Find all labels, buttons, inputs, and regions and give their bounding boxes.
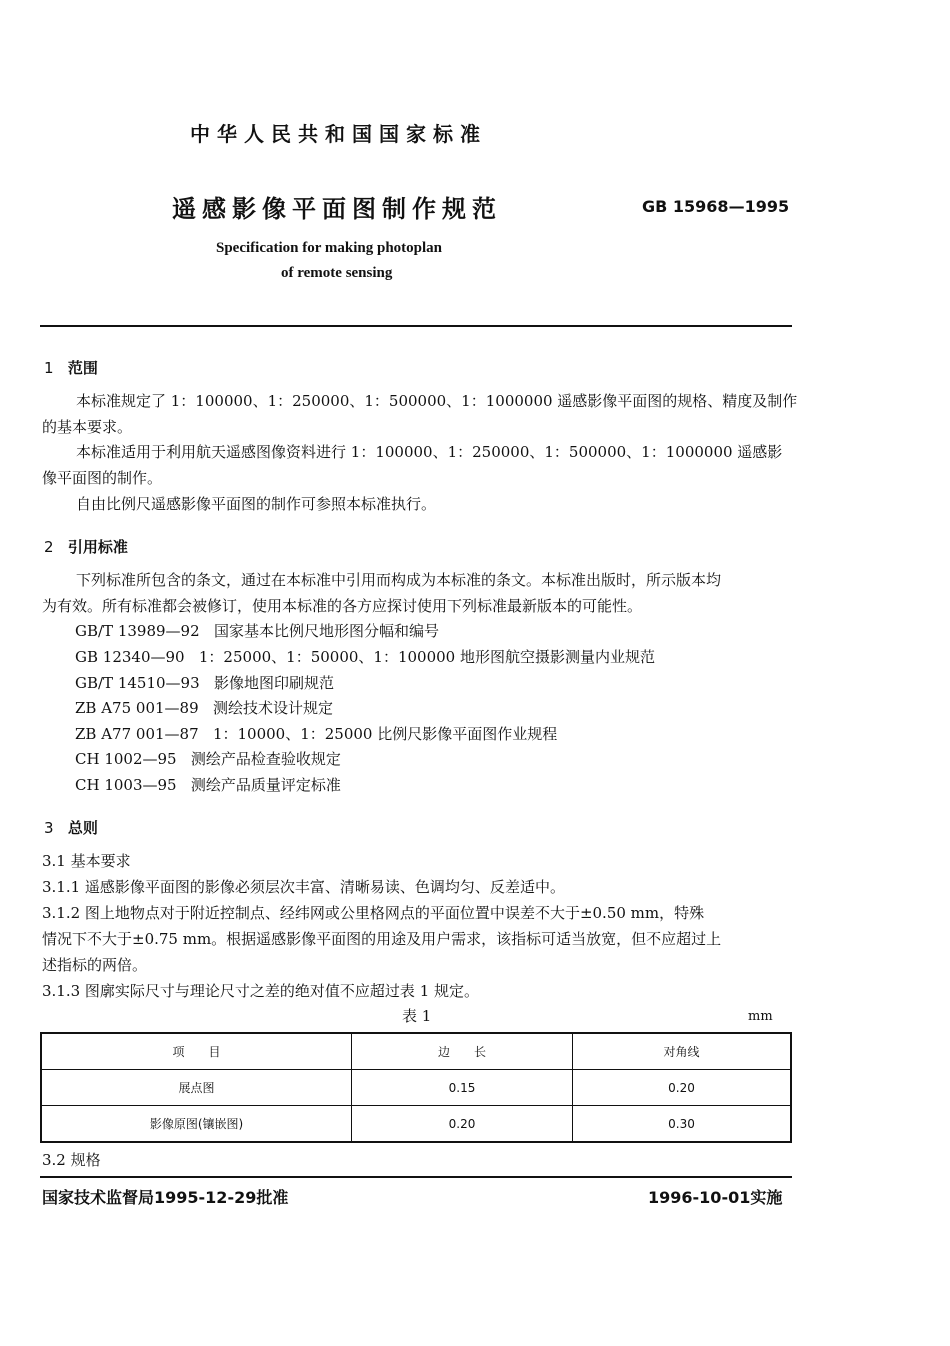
reference-item — [75, 701, 333, 716]
table-header-row — [41, 1033, 791, 1070]
section-1-p1-line2: 的基本要求。 — [42, 418, 133, 436]
table-cell: 0.20 — [573, 1070, 792, 1106]
table-row — [41, 1106, 791, 1143]
section-2-title: 引用标准 — [67, 538, 128, 556]
standard-type: 中华人民共和国国家标准 — [190, 122, 487, 146]
reference-code: ZB A77 001—87 — [75, 725, 199, 743]
section-3-heading — [44, 817, 98, 838]
reference-title: 影像地图印刷规范 — [213, 674, 334, 692]
table-unit: mm — [748, 1009, 773, 1024]
reference-title: 1：10000、1：25000 比例尺影像平面图作业规程 — [212, 725, 558, 743]
reference-title: 测绘技术设计规定 — [212, 699, 333, 717]
section-2-number: 2 — [44, 538, 54, 556]
reference-title: 测绘产品质量评定标准 — [190, 776, 341, 794]
header-divider — [40, 325, 792, 327]
section-1-heading — [44, 357, 98, 378]
tolerance-table — [40, 1032, 792, 1143]
footer-divider — [40, 1176, 792, 1178]
effective-date: 1996-10-01实施 — [648, 1188, 783, 1207]
table-cell: 影像原图(镶嵌图) — [41, 1106, 352, 1143]
section-2-heading — [44, 536, 128, 557]
reference-code: CH 1003—95 — [75, 776, 177, 794]
section-1-p1-line1: 本标准规定了 1：100000、1：250000、1：500000、1：1000000 遥感影像平面图的规格、精度及制作 — [76, 392, 798, 410]
table-header-cell: 边 长 — [352, 1033, 573, 1070]
section-1-p3: 自由比例尺遥感影像平面图的制作可参照本标准执行。 — [76, 495, 437, 513]
table-caption: 表 1 — [402, 1007, 432, 1025]
reference-item — [75, 624, 439, 639]
reference-title: 国家基本比例尺地形图分幅和编号 — [213, 622, 439, 640]
table-cell: 0.15 — [352, 1070, 573, 1106]
clause-3-1-2-line2: 情况下不大于±0.75 mm。根据遥感影像平面图的用途及用户需求，该指标可适当放宽，但不应超过上 — [42, 930, 722, 948]
reference-code: CH 1002—95 — [75, 750, 177, 768]
english-title-line2: of remote sensing — [281, 265, 393, 281]
table-cell: 展点图 — [41, 1070, 352, 1106]
reference-item — [75, 650, 655, 665]
table-header-cell: 对角线 — [573, 1033, 792, 1070]
reference-code: GB/T 14510—93 — [75, 674, 200, 692]
section-1-p2-line1: 本标准适用于利用航天遥感图像资料进行 1：100000、1：250000、1：500000、1：1000000 遥感影 — [76, 443, 783, 461]
section-1-title: 范围 — [67, 359, 98, 377]
table-cell: 0.30 — [573, 1106, 792, 1143]
clause-3-1: 3.1 基本要求 — [42, 852, 131, 870]
reference-item — [75, 676, 334, 691]
section-2-p1-line2: 为有效。所有标准都会被修订，使用本标准的各方应探讨使用下列标准最新版本的可能性。 — [42, 597, 643, 615]
reference-item — [75, 752, 341, 767]
table-header-cell: 项 目 — [41, 1033, 352, 1070]
section-3-number: 3 — [44, 819, 54, 837]
section-3-title: 总则 — [67, 819, 98, 837]
section-1-number: 1 — [44, 359, 54, 377]
section-1-p2-line2: 像平面图的制作。 — [42, 469, 163, 487]
reference-item — [75, 778, 341, 793]
clause-3-1-2-line1: 3.1.2 图上地物点对于附近控制点、经纬网或公里格网点的平面位置中误差不大于±0.50 mm，特殊 — [42, 904, 705, 922]
table-cell: 0.20 — [352, 1106, 573, 1143]
clause-3-1-2-line3: 述指标的两倍。 — [42, 956, 148, 974]
clause-3-2: 3.2 规格 — [42, 1151, 101, 1169]
document-title: 遥感影像平面图制作规范 — [172, 195, 502, 223]
reference-code: ZB A75 001—89 — [75, 699, 199, 717]
approval-date: 国家技术监督局1995-12-29批准 — [42, 1188, 289, 1207]
reference-item — [75, 727, 557, 742]
table-row — [41, 1070, 791, 1106]
reference-title: 测绘产品检查验收规定 — [190, 750, 341, 768]
clause-3-1-1: 3.1.1 遥感影像平面图的影像必须层次丰富、清晰易读、色调均匀、反差适中。 — [42, 878, 565, 896]
clause-3-1-3: 3.1.3 图廓实际尺寸与理论尺寸之差的绝对值不应超过表 1 规定。 — [42, 982, 480, 1000]
reference-code: GB/T 13989—92 — [75, 622, 200, 640]
reference-title: 1：25000、1：50000、1：100000 地形图航空摄影测量内业规范 — [198, 648, 655, 666]
reference-code: GB 12340—90 — [75, 648, 185, 666]
section-2-p1-line1: 下列标准所包含的条文，通过在本标准中引用而构成为本标准的条文。本标准出版时，所示版本均 — [76, 571, 722, 589]
gb-number: GB 15968—1995 — [642, 197, 790, 216]
english-title-line1: Specification for making photoplan — [216, 240, 443, 256]
